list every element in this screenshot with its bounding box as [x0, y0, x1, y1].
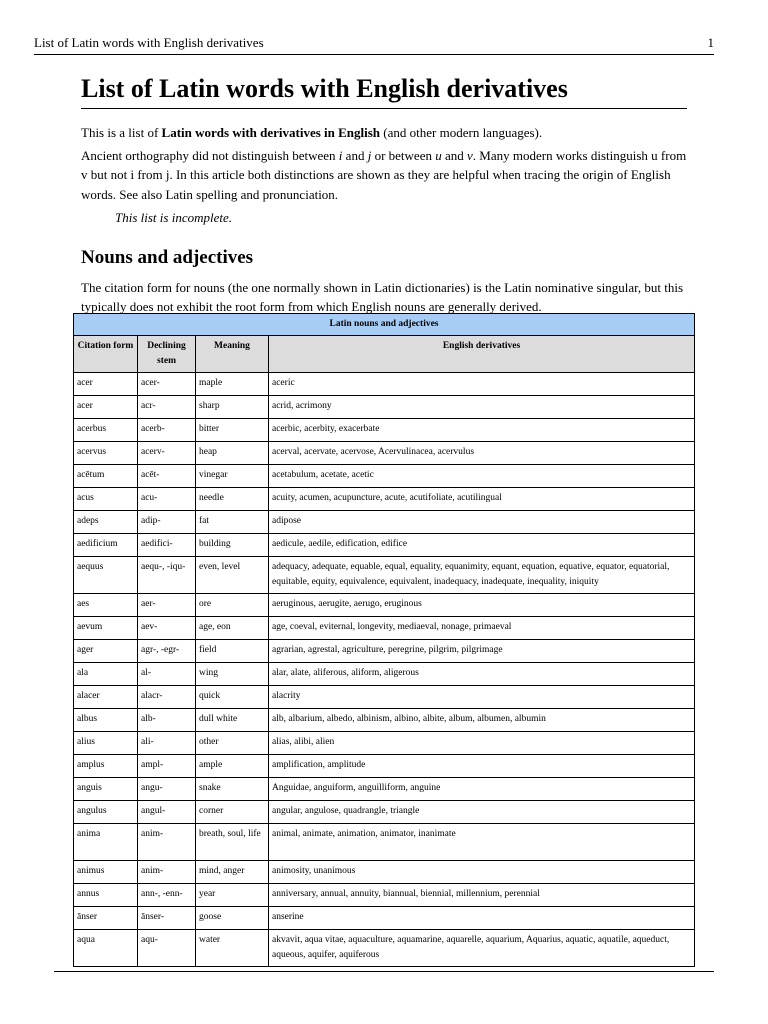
table-row — [74, 465, 695, 488]
table-row — [74, 884, 695, 907]
citation-form-cell: ala — [74, 663, 138, 686]
declining-stem-cell: angul- — [138, 801, 196, 824]
table-header-row — [74, 336, 695, 373]
meaning-cell: even, level — [196, 557, 269, 594]
english-derivatives-cell: aeruginous, aerugite, aerugo, eruginous — [269, 594, 695, 617]
meaning-cell: heap — [196, 442, 269, 465]
declining-stem-cell: al- — [138, 663, 196, 686]
column-header-english-derivatives: English derivatives — [269, 336, 695, 373]
english-derivatives-cell: Anguidae, anguiform, anguilliform, anguine — [269, 778, 695, 801]
meaning-cell: goose — [196, 907, 269, 930]
meaning-cell: needle — [196, 488, 269, 511]
running-title: List of Latin words with English derivatives — [34, 35, 264, 50]
table-row — [74, 930, 695, 967]
table-row — [74, 594, 695, 617]
column-header-citation-form: Citation form — [74, 336, 138, 373]
citation-form-cell: ānser — [74, 907, 138, 930]
citation-form-cell: angulus — [74, 801, 138, 824]
declining-stem-cell: anim- — [138, 861, 196, 884]
declining-stem-cell: acerb- — [138, 419, 196, 442]
english-derivatives-cell: aedicule, aedile, edification, edifice — [269, 534, 695, 557]
english-derivatives-cell: amplification, amplitude — [269, 755, 695, 778]
english-derivatives-cell: animosity, unanimous — [269, 861, 695, 884]
meaning-cell: corner — [196, 801, 269, 824]
ortho-letter-j: j — [367, 147, 372, 163]
citation-form-cell: alacer — [74, 686, 138, 709]
table-row — [74, 686, 695, 709]
citation-form-cell: acerbus — [74, 419, 138, 442]
page-number: 1 — [707, 35, 714, 50]
table-row — [74, 755, 695, 778]
table-row — [74, 861, 695, 884]
citation-form-cell: acer — [74, 373, 138, 396]
english-derivatives-cell: akvavit, aqua vitae, aquaculture, aquamarine, aquarelle, aquarium, Aquarius, aquatic, aquatile, aqueduct, aqueous, aquifer, aquiferous — [269, 930, 695, 967]
declining-stem-cell: agr-, -egr- — [138, 640, 196, 663]
table-row — [74, 511, 695, 534]
declining-stem-cell: acr- — [138, 396, 196, 419]
declining-stem-cell: aedifici- — [138, 534, 196, 557]
english-derivatives-cell: adipose — [269, 511, 695, 534]
declining-stem-cell: acer- — [138, 373, 196, 396]
english-derivatives-cell: anniversary, annual, annuity, biannual, biennial, millennium, perennial — [269, 884, 695, 907]
citation-form-cell: anima — [74, 824, 138, 861]
citation-form-cell: acervus — [74, 442, 138, 465]
table-caption-row — [74, 314, 695, 336]
table-row — [74, 534, 695, 557]
citation-form-cell: aevum — [74, 617, 138, 640]
citation-form-cell: alius — [74, 732, 138, 755]
table-body — [74, 373, 695, 967]
declining-stem-cell: anim- — [138, 824, 196, 861]
table-row — [74, 617, 695, 640]
english-derivatives-cell: alias, alibi, alien — [269, 732, 695, 755]
declining-stem-cell: alacr- — [138, 686, 196, 709]
section-paragraph: The citation form for nouns (the one normally shown in Latin dictionaries) is the Latin nominative singular, but this typically does not exhibit the root form from which English nouns are generally derived. — [81, 279, 684, 314]
citation-form-cell: adeps — [74, 511, 138, 534]
meaning-cell: sharp — [196, 396, 269, 419]
ortho-letter-v: v — [467, 147, 473, 163]
english-derivatives-cell: alar, alate, aliferous, aliform, aligerous — [269, 663, 695, 686]
declining-stem-cell: angu- — [138, 778, 196, 801]
footer-rule — [54, 971, 714, 972]
meaning-cell: wing — [196, 663, 269, 686]
declining-stem-cell: aequ-, -iqu- — [138, 557, 196, 594]
ortho-text-b: and — [342, 147, 368, 163]
declining-stem-cell: alb- — [138, 709, 196, 732]
declining-stem-cell: ānser- — [138, 907, 196, 930]
ortho-text-d: and — [441, 147, 467, 163]
meaning-cell: ample — [196, 755, 269, 778]
table-row — [74, 640, 695, 663]
meaning-cell: snake — [196, 778, 269, 801]
citation-form-cell: aedificium — [74, 534, 138, 557]
declining-stem-cell: acerv- — [138, 442, 196, 465]
citation-form-cell: ager — [74, 640, 138, 663]
ortho-letter-i: i — [338, 147, 343, 163]
header-rule — [34, 54, 714, 55]
citation-form-cell: acus — [74, 488, 138, 511]
table-row — [74, 442, 695, 465]
meaning-cell: maple — [196, 373, 269, 396]
meaning-cell: ore — [196, 594, 269, 617]
english-derivatives-cell: acerval, acervate, acervose, Acervulinacea, acervulus — [269, 442, 695, 465]
declining-stem-cell: acu- — [138, 488, 196, 511]
english-derivatives-cell: anserine — [269, 907, 695, 930]
latin-nouns-table — [73, 313, 695, 967]
declining-stem-cell: aev- — [138, 617, 196, 640]
table-row — [74, 488, 695, 511]
meaning-cell: dull white — [196, 709, 269, 732]
table-row — [74, 396, 695, 419]
column-header-meaning: Meaning — [196, 336, 269, 373]
section-heading: Nouns and adjectives — [81, 246, 254, 268]
ortho-text-c: or between — [371, 147, 436, 163]
english-derivatives-cell: agrarian, agrestal, agriculture, peregrine, pilgrim, pilgrimage — [269, 640, 695, 663]
table-row — [74, 373, 695, 396]
citation-form-cell: aqua — [74, 930, 138, 967]
table-row — [74, 419, 695, 442]
table-row — [74, 732, 695, 755]
citation-form-cell: albus — [74, 709, 138, 732]
meaning-cell: field — [196, 640, 269, 663]
column-header-declining-stem: Declining stem — [138, 336, 196, 373]
meaning-cell: bitter — [196, 419, 269, 442]
english-derivatives-cell: age, coeval, eviternal, longevity, mediaeval, nonage, primaeval — [269, 617, 695, 640]
incomplete-note: This list is incomplete. — [115, 210, 232, 225]
ortho-text-e: . Many modern works distinguish u from v but not i from j. In this article both distinctions are shown as they are helpful when tracing the origin of English words. See also Latin spelling and pronunciation. — [81, 147, 687, 202]
intro-suffix: (and other modern languages). — [380, 125, 543, 140]
declining-stem-cell: aer- — [138, 594, 196, 617]
table-row — [74, 824, 695, 861]
meaning-cell: age, eon — [196, 617, 269, 640]
citation-form-cell: amplus — [74, 755, 138, 778]
page-title: List of Latin words with English derivatives — [81, 72, 687, 109]
meaning-cell: water — [196, 930, 269, 967]
meaning-cell: vinegar — [196, 465, 269, 488]
english-derivatives-cell: acrid, acrimony — [269, 396, 695, 419]
table-row — [74, 907, 695, 930]
english-derivatives-cell: aceric — [269, 373, 695, 396]
declining-stem-cell: adip- — [138, 511, 196, 534]
table-row — [74, 557, 695, 594]
citation-form-cell: annus — [74, 884, 138, 907]
table-row — [74, 801, 695, 824]
meaning-cell: fat — [196, 511, 269, 534]
intro-paragraph — [81, 123, 687, 143]
english-derivatives-cell: acerbic, acerbity, exacerbate — [269, 419, 695, 442]
citation-form-cell: acētum — [74, 465, 138, 488]
article-content — [81, 72, 687, 317]
intro-bold: Latin words with derivatives in English — [161, 125, 381, 140]
orthography-paragraph — [81, 146, 687, 205]
meaning-cell: other — [196, 732, 269, 755]
nouns-table-wrapper — [73, 313, 695, 967]
meaning-cell: building — [196, 534, 269, 557]
english-derivatives-cell: animal, animate, animation, animator, inanimate — [269, 824, 695, 861]
english-derivatives-cell: adequacy, adequate, equable, equal, equality, equanimity, equant, equation, equative, equator, equatorial, equitable, equity, equivalence, equivalent, inadequacy, inadequate, inequality, iniquity — [269, 557, 695, 594]
citation-form-cell: acer — [74, 396, 138, 419]
table-row — [74, 709, 695, 732]
ortho-text-a: Ancient orthography did not distinguish between — [81, 147, 339, 163]
meaning-cell: mind, anger — [196, 861, 269, 884]
declining-stem-cell: ann-, -enn- — [138, 884, 196, 907]
meaning-cell: breath, soul, life — [196, 824, 269, 861]
english-derivatives-cell: alb, albarium, albedo, albinism, albino, albite, album, albumen, albumin — [269, 709, 695, 732]
running-header — [34, 34, 714, 52]
english-derivatives-cell: acetabulum, acetate, acetic — [269, 465, 695, 488]
table-row — [74, 663, 695, 686]
table-row — [74, 778, 695, 801]
citation-form-cell: aes — [74, 594, 138, 617]
english-derivatives-cell: alacrity — [269, 686, 695, 709]
meaning-cell: year — [196, 884, 269, 907]
english-derivatives-cell: angular, angulose, quadrangle, triangle — [269, 801, 695, 824]
meaning-cell: quick — [196, 686, 269, 709]
declining-stem-cell: ampl- — [138, 755, 196, 778]
declining-stem-cell: aqu- — [138, 930, 196, 967]
citation-form-cell: anguis — [74, 778, 138, 801]
declining-stem-cell: ali- — [138, 732, 196, 755]
citation-form-cell: aequus — [74, 557, 138, 594]
table-caption: Latin nouns and adjectives — [74, 314, 695, 336]
intro-prefix: This is a list of — [81, 125, 162, 140]
english-derivatives-cell: acuity, acumen, acupuncture, acute, acutifoliate, acutilingual — [269, 488, 695, 511]
citation-form-cell: animus — [74, 861, 138, 884]
ortho-letter-u: u — [435, 147, 442, 163]
declining-stem-cell: acēt- — [138, 465, 196, 488]
